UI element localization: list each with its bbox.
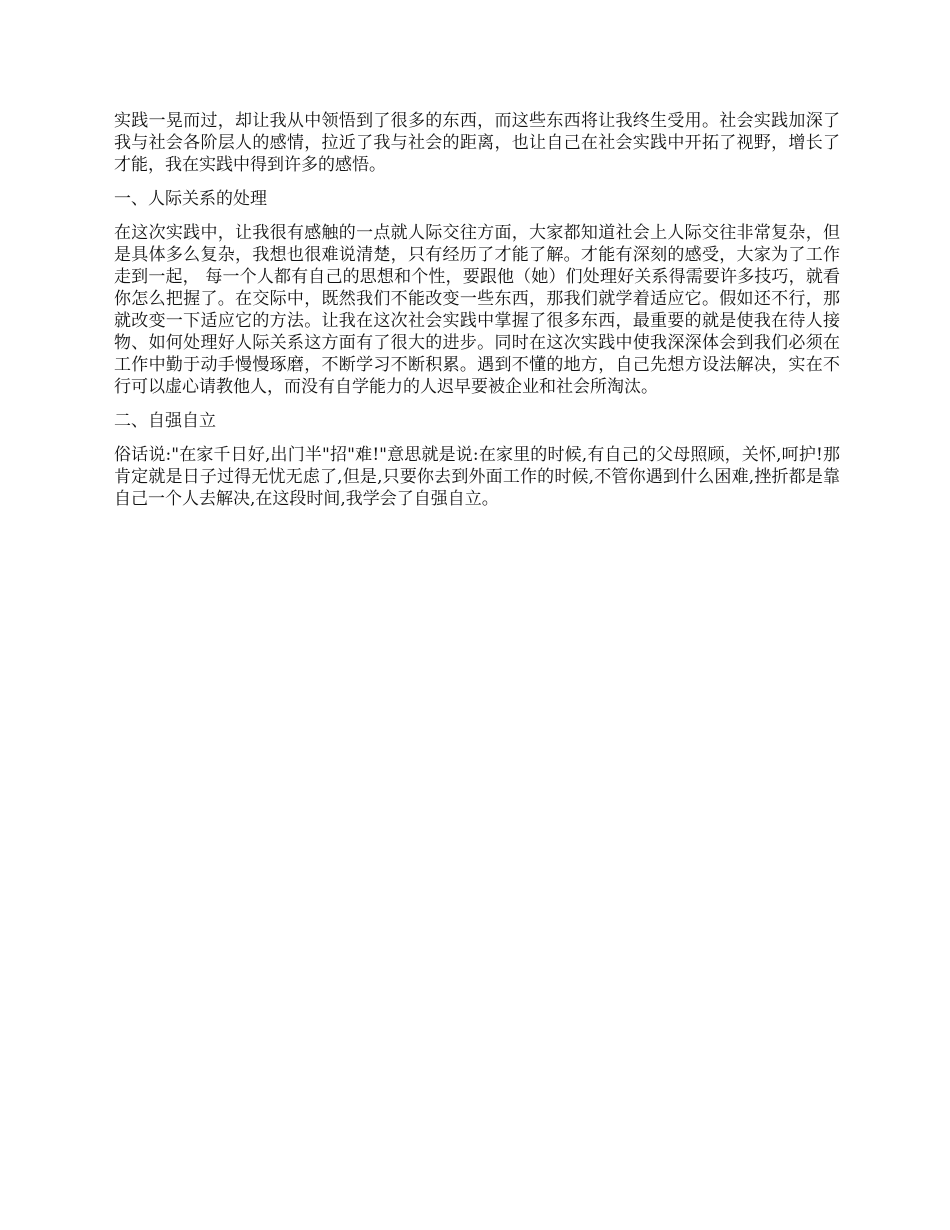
interpersonal-paragraph: 在这次实践中，让我很有感触的一点就人际交往方面，大家都知道社会上人际交往非常复杂，但是具体多么复杂，我想也很难说清楚，只有经历了才能了解。才能有深刻的感受，大家为了工作走到一起， 每一个人都有自己的思想和个性，要跟他（她）们处理好关系得需要许多技巧，就看你怎么把握了。在交际中，既然我们不能改变一些东西，那我们就学着适应它。假如还不行，那就改变一下适应它的方法。让我在这次社会实践中掌握了很多东西，最重要的就是使我在待人接物、如何处理好人际关系这方面有了很大的进步。同时在这次实践中使我深深体会到我们必须在工作中勤于动手慢慢琢磨，不断学习不断积累。遇到不懂的地方，自己先想方设法解决，实在不行可以虚心请教他人，而没有自学能力的人迟早要被企业和社会所淘汰。 <box>114 223 840 397</box>
intro-paragraph: 实践一晃而过，却让我从中领悟到了很多的东西，而这些东西将让我终生受用。社会实践加深了我与社会各阶层人的感情，拉近了我与社会的距离，也让自己在社会实践中开拓了视野，增长了才能，我在实践中得到许多的感悟。 <box>114 111 840 175</box>
section-heading-self-reliance: 二、自强自立 <box>114 411 216 431</box>
document-page <box>114 110 840 522</box>
self-reliance-paragraph: 俗话说:"在家千日好,出门半"招"难!"意思就是说:在家里的时候,有自己的父母照顾，关怀,呵护!那肯定就是日子过得无忧无虑了,但是,只要你去到外面工作的时候,不管你遇到什么困难,挫折都是靠自己一个人去解决,在这段时间,我学会了自强自立。 <box>114 445 840 509</box>
section-heading-interpersonal: 一、人际关系的处理 <box>114 189 267 209</box>
